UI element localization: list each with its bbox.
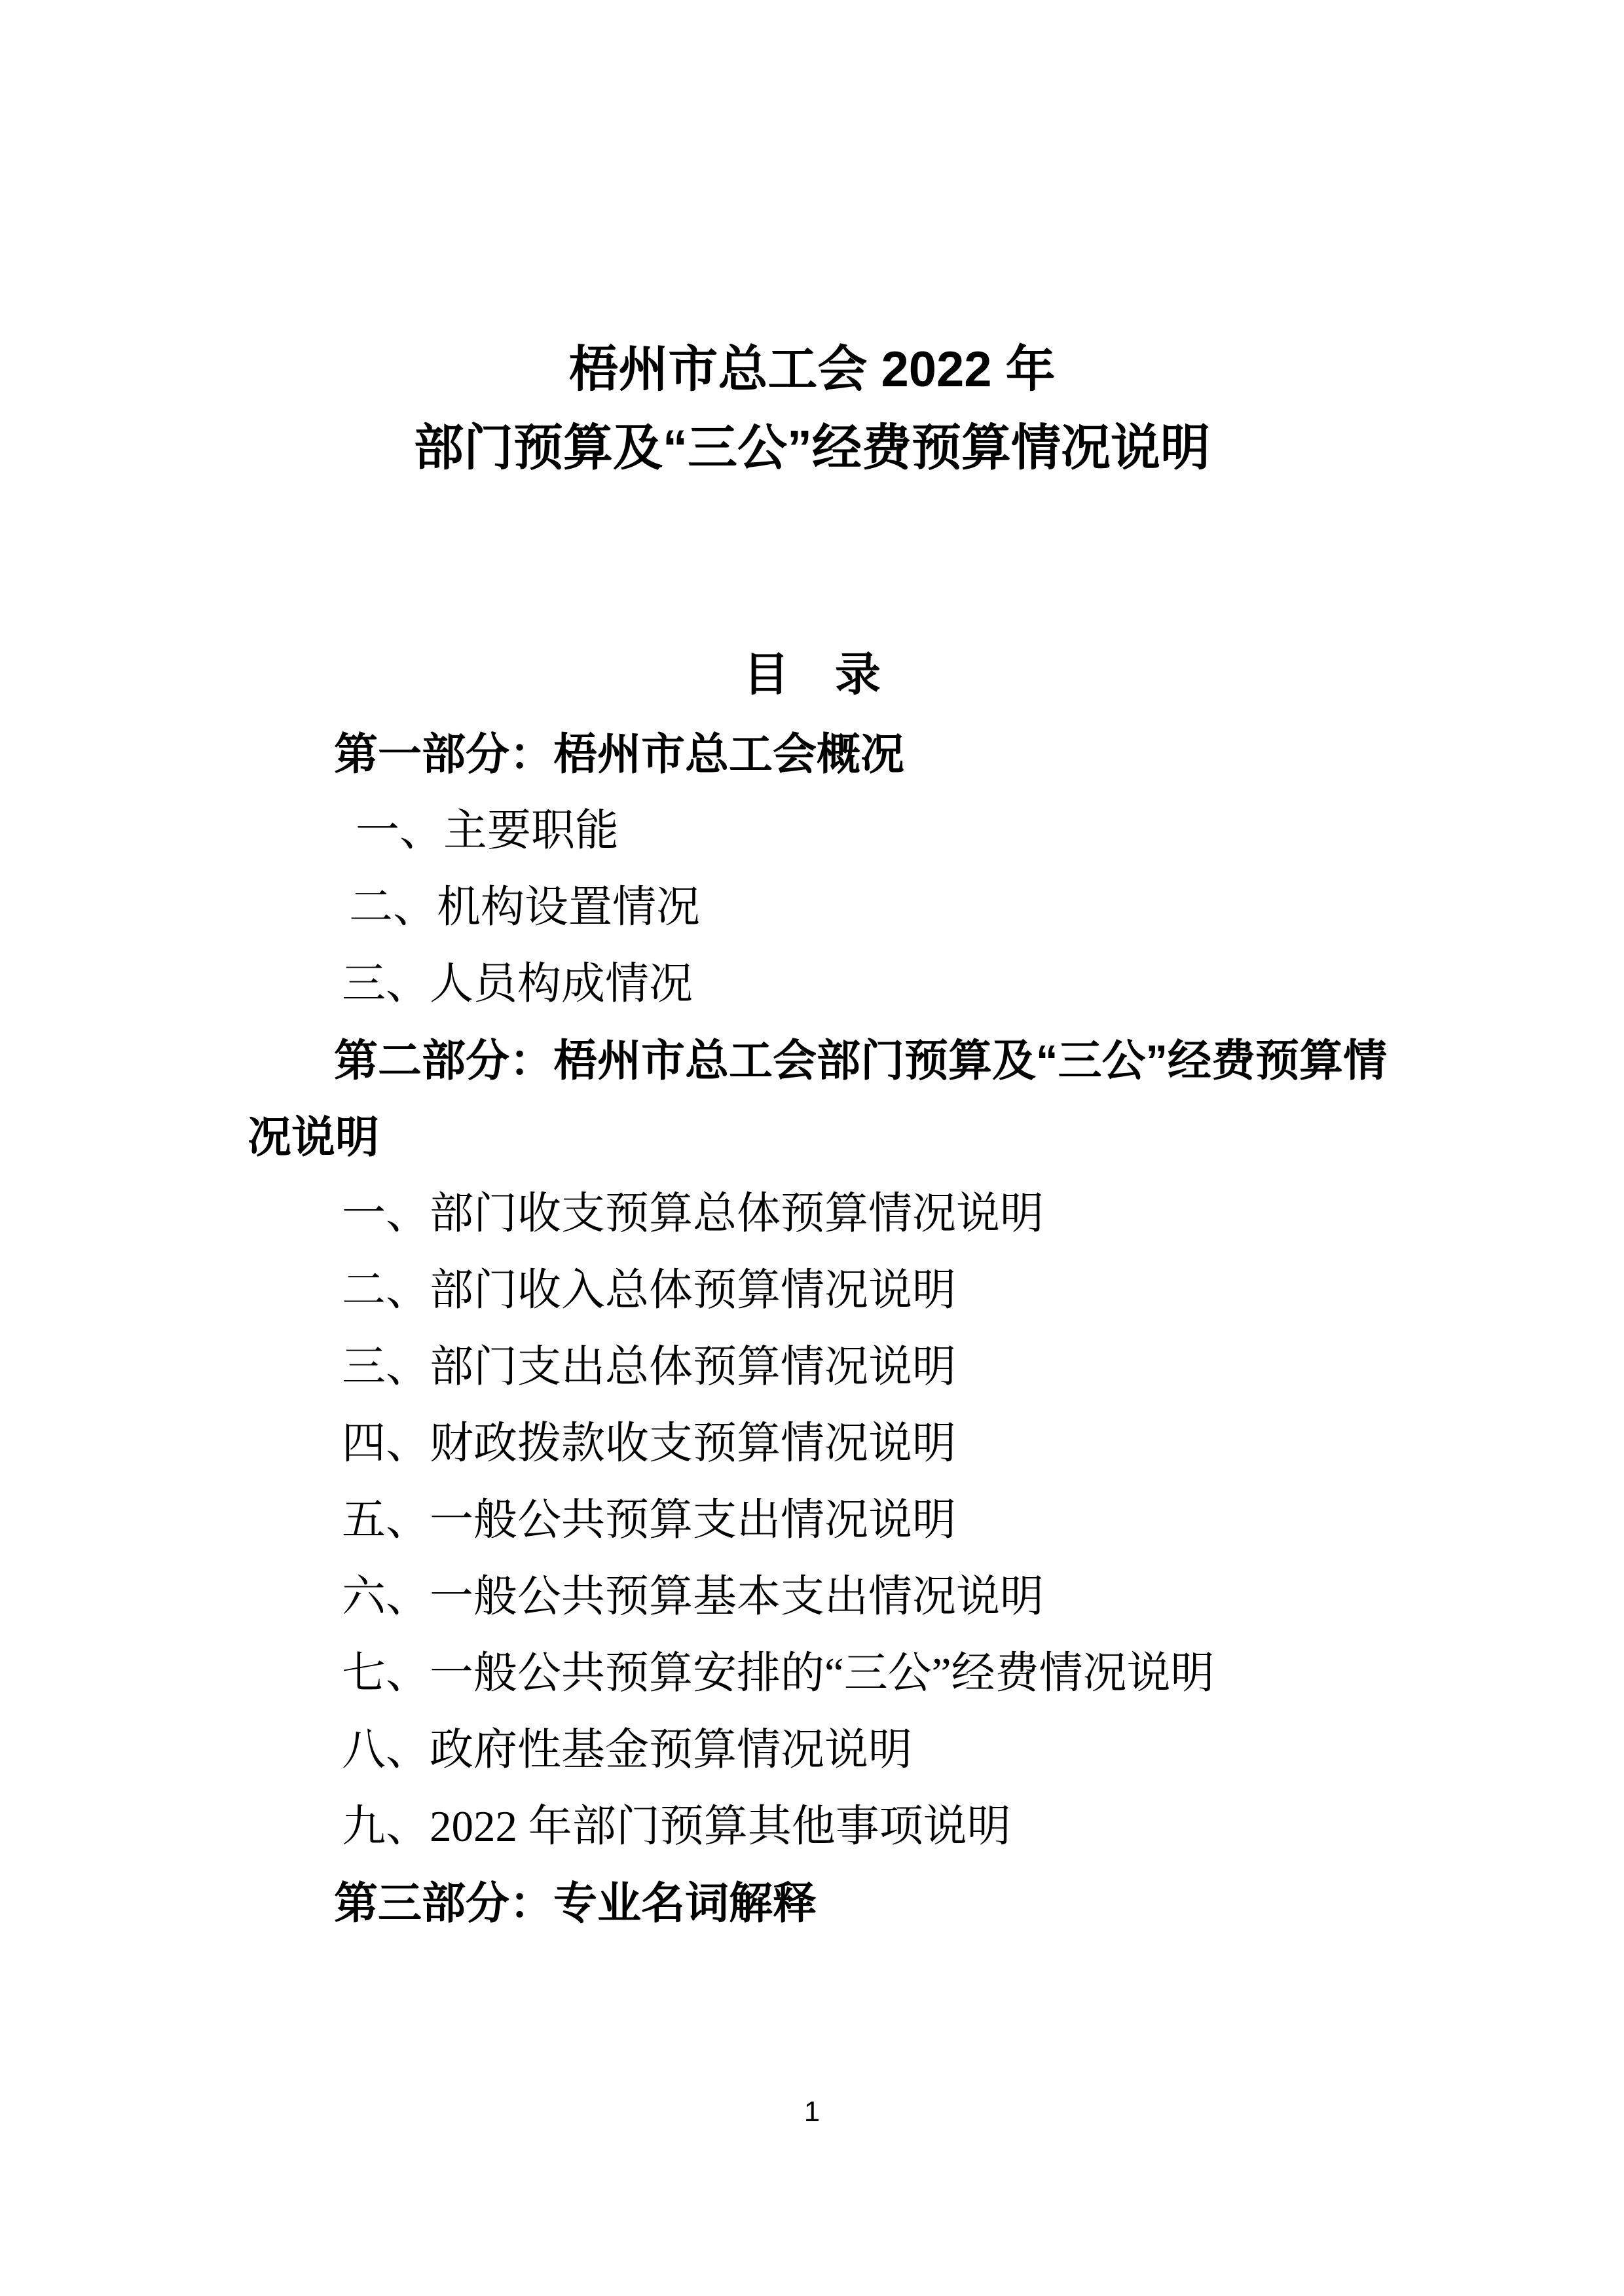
toc-section-heading: 第三部分：专业名词解释 (334, 1879, 817, 1928)
toc-title: 目 录 (743, 649, 881, 700)
toc-section-heading: 第一部分：梧州市总工会概况 (334, 730, 904, 779)
toc-entry: 一、部门收支预算总体预算情况说明 (342, 1190, 1044, 1238)
toc-entry: 六、一般公共预算基本支出情况说明 (342, 1573, 1044, 1621)
toc-entry: 二、机构设置情况 (349, 883, 700, 932)
document-title-line-1: 梧州市总工会 2022 年 (568, 342, 1056, 397)
document-title (0, 0, 1624, 488)
toc-entry: 五、一般公共预算支出情况说明 (342, 1496, 956, 1544)
toc-section-heading-continuation: 况说明 (248, 1113, 379, 1162)
toc-entry: 一、主要职能 (356, 807, 619, 855)
page-number: 1 (803, 2096, 821, 2128)
toc-section-heading: 第二部分：梧州市总工会部门预算及“三公”经费预算情 (334, 1036, 1387, 1085)
toc-entry: 八、政府性基金预算情况说明 (342, 1726, 912, 1774)
toc-entry: 三、部门支出总体预算情况说明 (342, 1343, 956, 1391)
document-title-line-2: 部门预算及“三公”经费预算情况说明 (414, 420, 1210, 476)
toc-entry: 四、财政拨款收支预算情况说明 (342, 1419, 956, 1468)
toc-entry: 九、2022 年部门预算其他事项说明 (342, 1802, 1011, 1851)
toc-section (248, 1865, 1362, 1942)
toc-section (248, 716, 1362, 1023)
toc-section (248, 1023, 1387, 1865)
toc-list (248, 716, 1387, 1942)
toc-entry: 二、部门收入总体预算情况说明 (342, 1266, 956, 1315)
toc-entry: 七、一般公共预算安排的“三公”经费情况说明 (342, 1649, 1215, 1698)
toc-entry: 三、人员构成情况 (342, 960, 693, 1008)
